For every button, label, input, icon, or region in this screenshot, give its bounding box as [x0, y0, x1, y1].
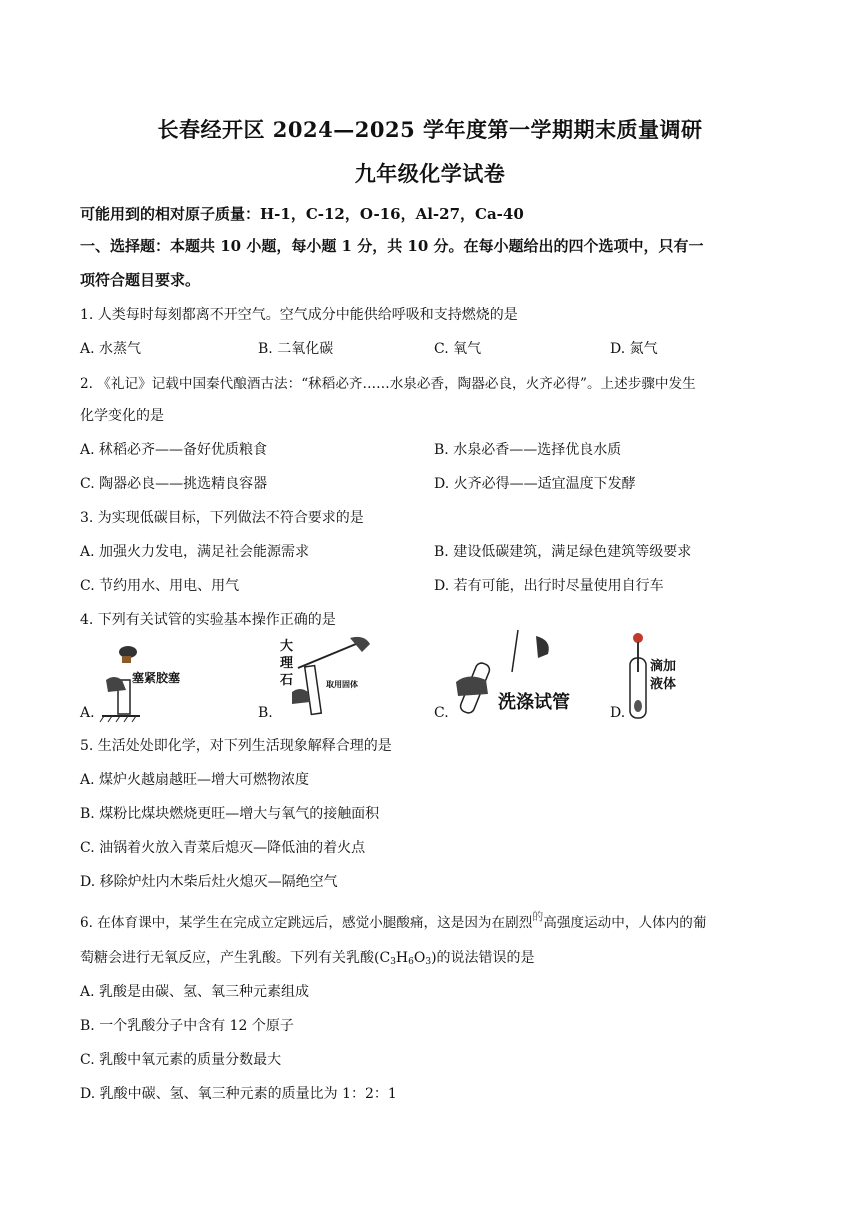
q6-formula-post: )的说法错误的是: [431, 950, 535, 966]
q4-figure-a: [96, 634, 196, 724]
q3-stem: 3. 为实现低碳目标，下列做法不符合要求的是: [80, 510, 364, 526]
q3-option-d: D. 若有可能，出行时尽量使用自行车: [434, 578, 664, 594]
exam-subtitle: 九年级化学试卷: [354, 161, 506, 186]
q4-stem: 4. 下列有关试管的实验基本操作正确的是: [80, 612, 336, 628]
q2-option-c: C. 陶器必良——挑选精良容器: [80, 476, 268, 492]
q6-stem-line2: [80, 947, 535, 967]
q4-figure-c: [452, 628, 582, 720]
q6-formula-pre: 萄糖会进行无氧反应，产生乳酸。下列有关乳酸(C: [80, 950, 391, 966]
q4-option-a: A.: [80, 705, 95, 721]
q6-option-b: B. 一个乳酸分子中含有 12 个原子: [80, 1018, 294, 1034]
q6-stem-line1: [80, 911, 706, 931]
label-drip: 滴加: [650, 659, 677, 674]
q4-option-b: B.: [258, 705, 273, 721]
q1-stem: 1. 人类每时每刻都离不开空气。空气成分中能供给呼吸和支持燃烧的是: [80, 307, 518, 323]
q6-stem-part1: 6. 在体育课中，某学生在完成立定跳远后，感觉小腿酸痛，这是因为在剧烈: [80, 915, 533, 931]
q4-option-c: C.: [434, 705, 449, 721]
section-heading-line1: 一、选择题：本题共 10 小题，每小题 1 分，共 10 分。在每小题给出的四个选项中，只有一: [80, 237, 704, 255]
test-tube-b: [305, 666, 322, 715]
brush: [512, 630, 518, 672]
tweezers: [298, 644, 356, 668]
exam-title: 长春经开区 2024—2025 学年度第一学期期末质量调研: [157, 117, 703, 142]
q6-sub-h: 6: [408, 957, 414, 967]
label-take-solid: 取用固体: [326, 680, 358, 689]
hand-holding-b: [292, 689, 310, 704]
dropper-bulb: [633, 633, 643, 643]
rubber-stopper: [122, 656, 131, 663]
atomic-masses: 可能用到的相对原子质量：H-1，C-12，O-16，Al-27，Ca-40: [80, 205, 524, 223]
q6-stem-part2: 高强度运动中，人体内的葡: [543, 915, 707, 931]
q3-option-c: C. 节约用水、用电、用气: [80, 578, 240, 594]
q5-option-b: B. 煤粉比煤块燃烧更旺—增大与氧气的接触面积: [80, 806, 380, 822]
q3-option-a: A. 加强火力发电，满足社会能源需求: [80, 544, 310, 560]
q1-option-c: C. 氧气: [434, 341, 482, 357]
q2-option-d: D. 火齐必得——适宜温度下发酵: [434, 476, 636, 492]
hand-holding-c: [456, 676, 488, 696]
label-li: 理: [280, 656, 294, 671]
q6-option-d: D. 乳酸中碳、氢、氧三种元素的质量比为 1：2：1: [80, 1086, 397, 1102]
q1-option-b: B. 二氧化碳: [258, 341, 334, 357]
label-wash: 洗涤试管: [498, 692, 570, 713]
q1-option-a: A. 水蒸气: [80, 341, 142, 357]
label-shi: 石: [280, 673, 294, 688]
section-heading-line2: 项符合题目要求。: [80, 271, 201, 289]
q6-option-c: C. 乳酸中氧元素的质量分数最大: [80, 1052, 282, 1068]
q5-option-d: D. 移除炉灶内木柴后灶火熄灭—隔绝空气: [80, 874, 338, 890]
q4-option-d: D.: [610, 705, 626, 721]
q6-sub-c: 3: [390, 957, 396, 967]
q6-option-a: A. 乳酸是由碳、氢、氧三种元素组成: [80, 984, 310, 1000]
q2-option-a: A. 秫稻必齐——备好优质粮食: [80, 442, 268, 458]
q1-option-d: D. 氮气: [610, 341, 658, 357]
q4-figure-b: [278, 630, 388, 720]
q5-option-c: C. 油锅着火放入青菜后熄灭—降低油的着火点: [80, 840, 366, 856]
q3-option-b: B. 建设低碳建筑，满足绿色建筑等级要求: [434, 544, 692, 560]
q2-option-b: B. 水泉必香——选择优良水质: [434, 442, 622, 458]
label-liquid: 液体: [650, 677, 677, 692]
liquid: [634, 700, 642, 712]
q6-formula-o: O: [413, 950, 426, 966]
q6-stem-small: 的: [532, 910, 544, 923]
q2-stem-line2: 化学变化的是: [80, 408, 164, 424]
q6-formula-h: H: [395, 950, 409, 966]
q5-stem: 5. 生活处处即化学，对下列生活现象解释合理的是: [80, 738, 392, 754]
hand-brush: [536, 636, 549, 658]
q6-sub-o: 3: [425, 957, 432, 967]
q2-stem-line1: 2. 《礼记》记载中国秦代酿酒古法：“秫稻必齐……水泉必香，陶器必良，火齐必得”。上述步骤中发生: [80, 376, 696, 392]
label-da: 大: [280, 639, 294, 654]
label-stopper: 塞紧胶塞: [132, 671, 181, 685]
q4-figure-d: [624, 630, 704, 722]
q5-option-a: A. 煤炉火越扇越旺—增大可燃物浓度: [80, 772, 310, 788]
